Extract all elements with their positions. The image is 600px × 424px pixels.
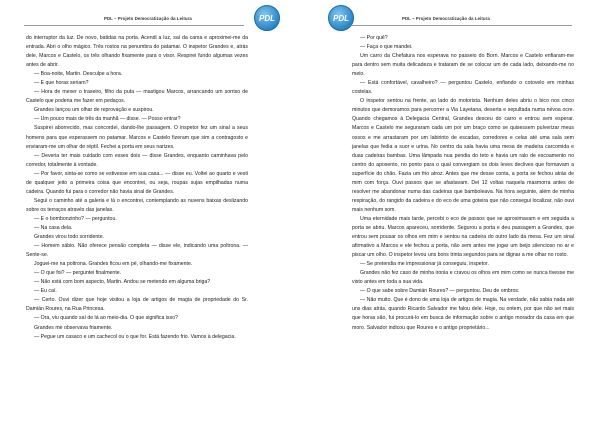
paragraph: — O que foi? — perguntei finalmente. [34,270,122,277]
right-page [300,0,600,424]
paragraph: — Hora de mexer o traseiro, filho da puta — mastigou Marcos, arrancando um sorriso de Castelo que poderia me fazer em pedaços. [26,89,248,105]
paragraph: O inspetor sentou na frente, ao lado do motorista. Nenhum deles abriu o bico nos cinco minutos que demoramos para percorrer a Via Layetana, deserta e sepultada numa névoa ocre. Quando chegamos à Delegacia Central, Grandes desceu do carro e entrou sem esperar. Marcos e Castelo me seguraram cada um por um braço como se quisessem pulverizar meus ossos e me arrastaram por um labirinto de escadas, corredores e celas até uma sala sem janelas que fedia a suor e urina. No centro da sala havia uma mesa de madeira carcomida e duas cadeiras bambas. Uma lâmpada nua pendia do teto e havia um ralo de escoamento no centro do aposento, no ponto para o qual convergiam os dois leves declives que formavam a superfície do chão. Fazia um frio atroz. Antes que me desse conta, a porta se fechou atrás de mim com força. Ouvi passos que se afastavam. Dei 12 voltas naquela masmorra antes de resolver me abandonar numa das cadeiras que bamboleava. Na hora seguinte, além de minha respiração, do rangido da cadeira e do eco de uma goteira que não consegui localizar, não ouvi mais nenhum som. [352,98,574,213]
paragraph: Um carro da Chefatura nos esperava no passeio do Born. Marcos e Castelo enfiaram-me para dentro sem muita delicadeza e trataram de se colocar um de cada lado, deixando-me no meio. [352,53,574,78]
paragraph: Uma eternidade mais tarde, percebi o eco de passos que se aproximavam e em seguida a porta se abriu. Marcos apareceu, sorridente. Segurou a porta e deu passagem a Grandes, que entrou sem pousar os olhos em mim e sentou na cadeira do outro lado da mesa. Fez um sinal afirmativo a Marcos e ele fechou a porta, não sem antes me jogar um beijo silencioso no ar e piscar um olho. O inspetor levou uns bons trinta segundos para se dignar a me olhar no rosto. [352,215,574,259]
paragraph: Suspirei aborrecido, mas concordei, dando-lhe passagem. O inspetor fez um sinal a seus homens para que esperassem no patamar. Marcos e Castelo fizeram que sim a contragosto e enviaram-me um olhar de réptil. Fechei a porta em seus narizes. [26,125,248,150]
paragraph: — Faça o que mandei. [360,44,413,51]
paragraph: — Eu caí. [34,288,57,295]
paragraph: — Por quê? [360,35,388,41]
page-header-right: PDL – Projeto Democratização da Leitura [402,16,490,21]
right-page-text [352,34,574,333]
paragraph: Segui o caminho até a galeria e lá o encontrei, contemplando as nuvens baixas deslizando sobre os terraços através das janelas. [26,197,248,213]
paragraph: — Se pretendia me impressionar já conseguiu, inspetor. [360,261,489,268]
paragraph: — E o bombonzinho? — perguntou. [34,215,117,222]
paragraph: Grandes lançou um olhar de reprovação e suspirou. [34,107,154,114]
paragraph: — Um pouco mais de três da manhã — disse. — Posso entrar? [34,116,181,123]
paragraph: Grandes virou todo sorridente. [34,234,105,241]
paragraph: — E que horas seriam? [34,80,89,87]
paragraph: — Está confortável, cavalheiro? — perguntou Castelo, enfiando o cotovelo em minhas costelas. [352,80,574,96]
paragraph: — Boa-noite, Martin. Desculpe a hora. [34,71,123,78]
paragraph: Grandes me observava friamente. [34,324,113,331]
pdl-logo-icon [328,5,354,31]
header-rule-left [24,25,244,26]
logo-label: PDL [333,13,349,23]
paragraph: — Na casa dela. [34,224,73,231]
logo-label: PDL [259,13,275,23]
paragraph: Joguei-me na poltrona. Grandes ficou em pé, olhando-me fixamente. [34,261,193,268]
paragraph: — Deveria ter mais cuidado com esses dois — disse Grandes, enquanto caminhava pelo corredor, totalmente à vontade. [26,152,248,168]
paragraph: — Ora, viu quando saí de lá ao meio-dia. O que significa isso? [34,315,178,322]
paragraph: — Pegue um casaco e um cachecol ou o que for. Está fazendo frio. Vamos à delegacia. [34,333,236,340]
paragraph: — Certo. Ouvi dizer que hoje visitou a loja de artigos de magia de propriedade do Sr. Damián Roures, na Rua Princesa. [26,297,248,313]
paragraph: — Não está com bom aspecto, Martin. Andou se metendo em alguma briga? [34,279,211,286]
paragraph: do interruptor da luz. De novo, batidas na porta. Acendi a luz, saí da cama e aproximei-me da entrada. Abri o olho mágico. Três rostos na penumbra do patamar. O inspetor Grandes e, atrás dele, Marcos e Castelo, os três olhando fixamente para o visor. Respirei fundo algumas vezes antes de abrir. [26,35,248,69]
paragraph: — O que sabe sobre Damián Roures? — perguntou. Deu de ombros. [360,288,520,295]
header-rule-right [352,25,572,26]
page-header-left: PDL – Projeto Democratização da Leitura [104,16,192,21]
paragraph: — Não muito. Que é dono de uma loja de artigos de magia. Na verdade, não sabia nada até uns dias atrás, quando Ricardo Salvador me falou dele. Hoje, ou ontem, por que não sei mais que horas são, fui procurá-lo em busca de informação sobre o antigo morador da casa em que moro. Salvador indicou que Roures e o antigo proprietário... [352,297,574,331]
paragraph: — Homem sábio. Não oferece pensão completa — disse ele, indicando uma poltrona. — Sente-se. [26,243,248,259]
paragraph: Grandes não fez caso de minha ironia e cravou os olhos em mim como se nunca tivesse me visto antes em toda a sua vida. [352,270,574,286]
pdl-logo-icon [254,5,280,31]
left-page-text [26,34,248,342]
paragraph: — Por favor, sinta-se como se estivesse em sua casa... — disse eu. Voltei ao quarto e vesti de qualquer jeito a primeira coisa que encontrei, ou seja, roupas sujas empilhadas numa cadeira. Quando fui para o corredor não havia sinal de Grandes. [26,170,248,195]
